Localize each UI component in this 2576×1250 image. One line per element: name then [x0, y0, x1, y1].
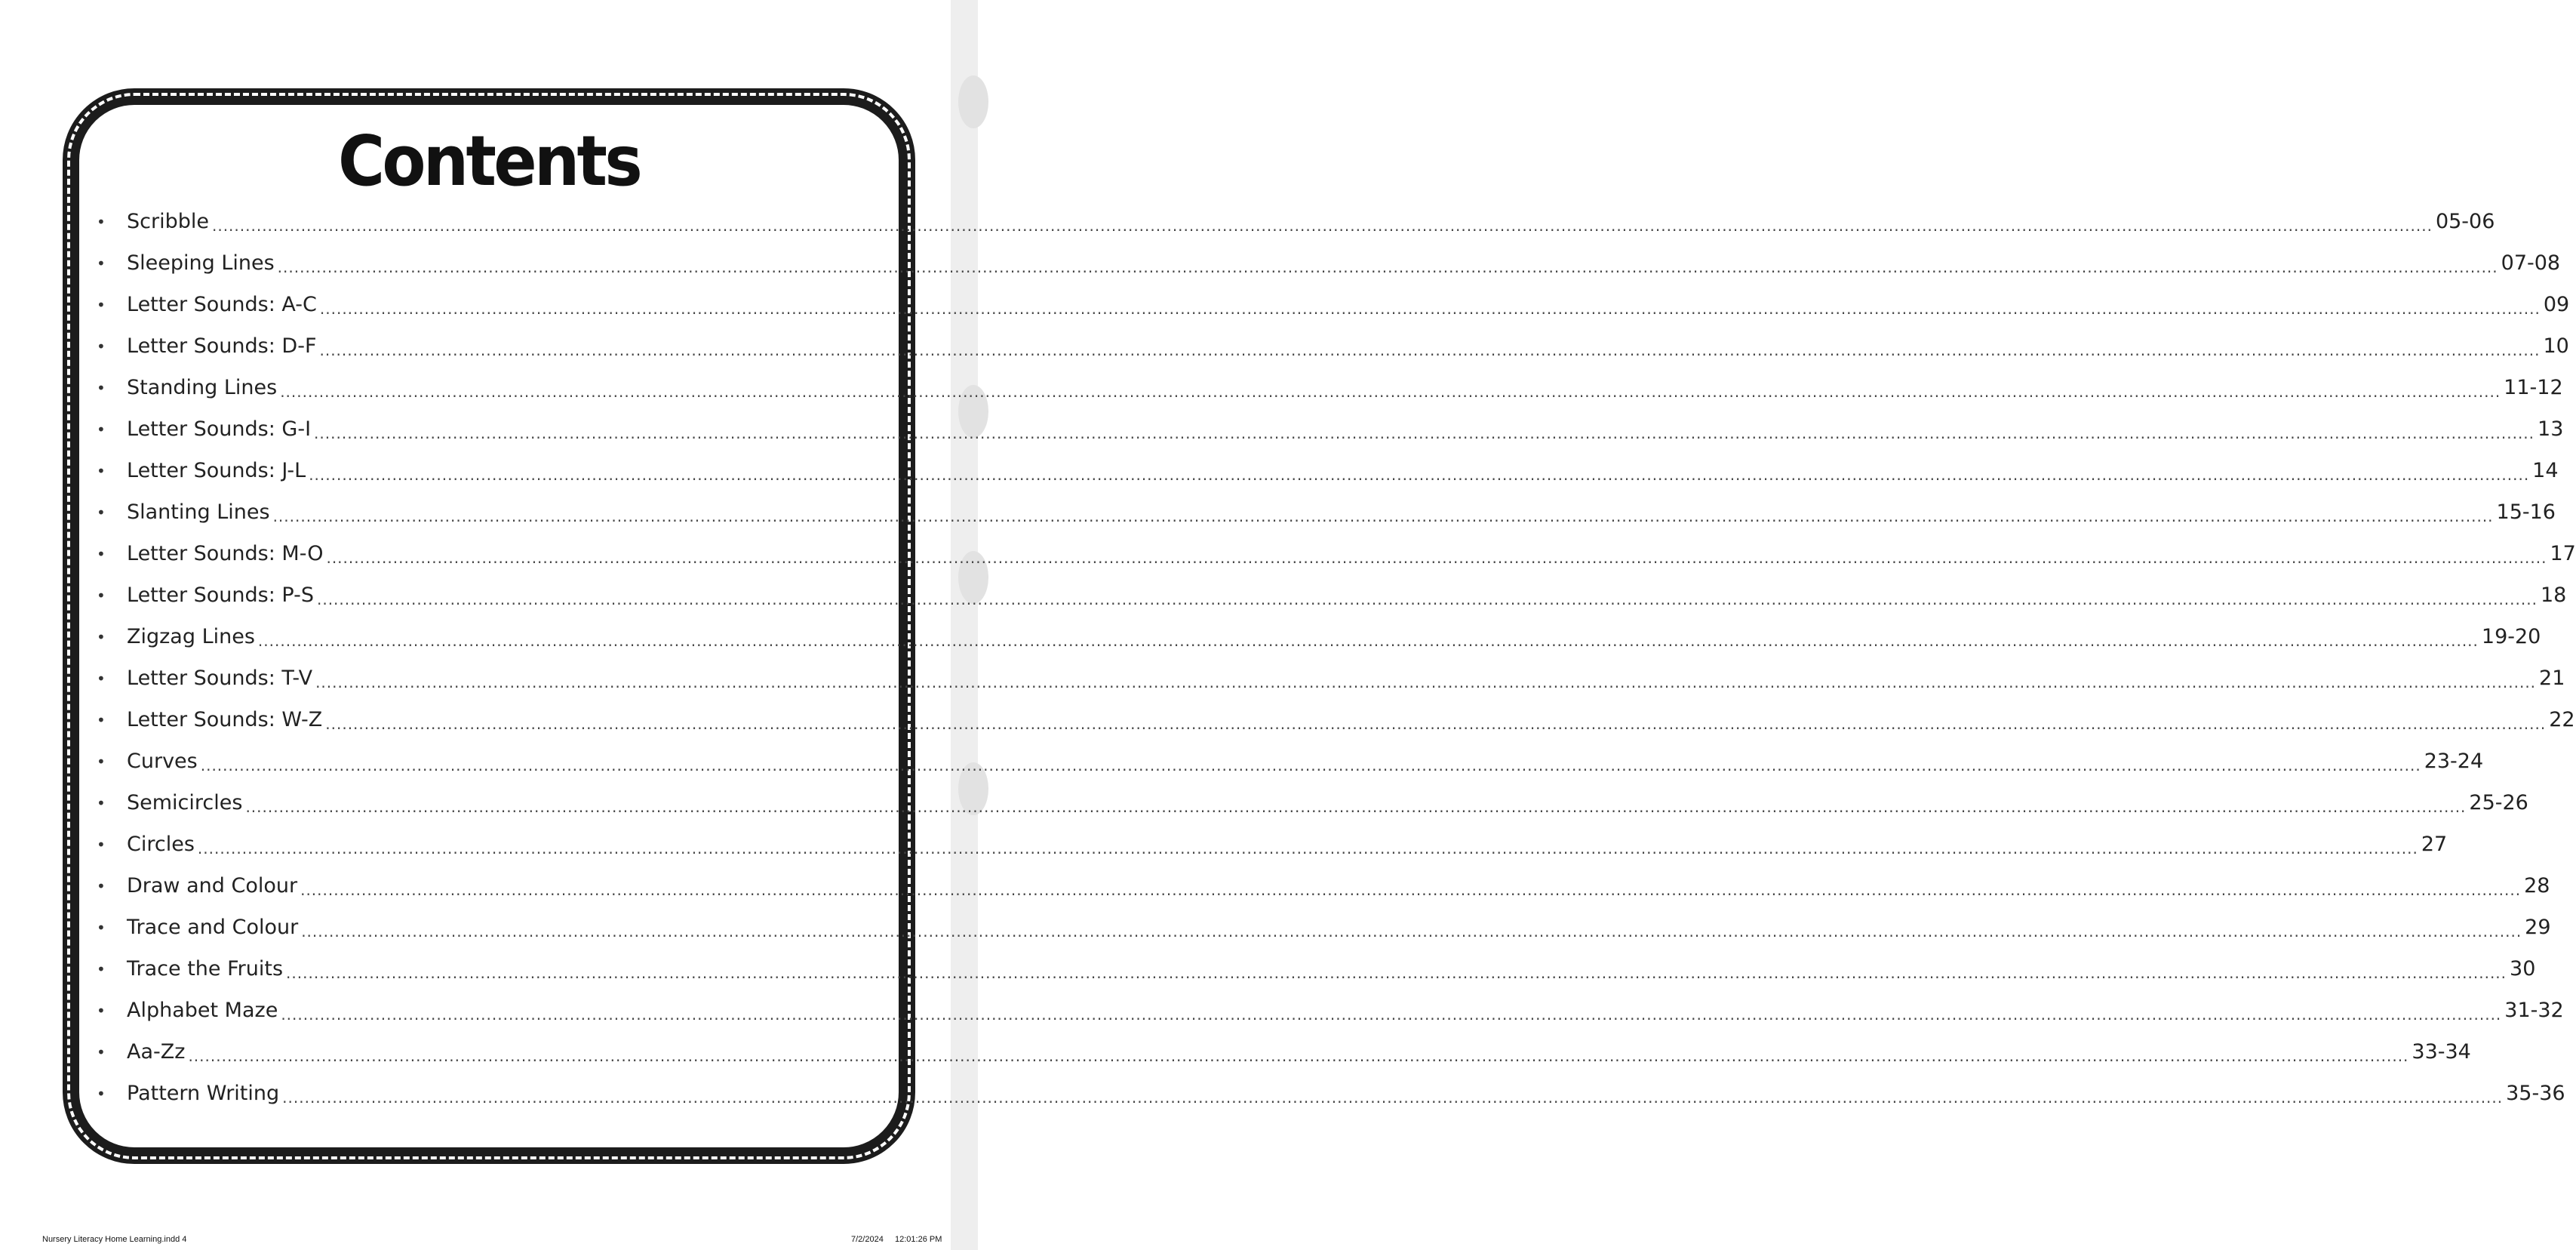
- toc-entry: [97, 824, 2448, 865]
- toc-entry-label: Trace the Fruits: [127, 957, 284, 981]
- footer-date: 7/2/2024: [851, 1235, 884, 1244]
- toc-entry: [97, 616, 2541, 657]
- dot-leader: ................................................................................................................................................................................................................................................................................................................................................................................................................: [272, 506, 2494, 525]
- toc-entry-pages: 23-24: [2424, 750, 2484, 773]
- toc-entry-pages: 17: [2550, 542, 2576, 565]
- bullet-icon: •: [97, 710, 106, 729]
- bullet-icon: •: [97, 586, 106, 605]
- bullet-icon: •: [97, 918, 106, 937]
- toc-entry-pages: 11-12: [2504, 376, 2563, 399]
- toc-entry-label: Letter Sounds: J-L: [127, 459, 306, 482]
- toc-entry: [97, 325, 2569, 367]
- toc-entry-pages: 07-08: [2501, 251, 2561, 275]
- bullet-icon: •: [97, 959, 106, 978]
- dot-leader: ................................................................................................................................................................................................................................................................................................................................................................................................................: [301, 922, 2522, 941]
- bullet-icon: •: [97, 420, 106, 439]
- bullet-icon: •: [97, 295, 106, 314]
- bullet-icon: •: [97, 461, 106, 480]
- toc-entry-pages: 30: [2510, 957, 2536, 981]
- bullet-icon: •: [97, 544, 106, 563]
- toc-entry: [97, 948, 2536, 990]
- toc-entry-label: Sleeping Lines: [127, 251, 275, 275]
- dot-leader: ................................................................................................................................................................................................................................................................................................................................................................................................................: [277, 257, 2498, 276]
- dot-leader: ................................................................................................................................................................................................................................................................................................................................................................................................................: [257, 631, 2479, 650]
- bullet-icon: •: [97, 254, 106, 272]
- toc-entry-label: Trace and Colour: [127, 916, 299, 939]
- toc-entry: [97, 1073, 2565, 1114]
- toc-entry-pages: 35-36: [2506, 1082, 2565, 1105]
- toc-entry-label: Letter Sounds: G-I: [127, 417, 312, 441]
- dot-leader: ................................................................................................................................................................................................................................................................................................................................................................................................................: [282, 1088, 2504, 1107]
- dot-leader: ................................................................................................................................................................................................................................................................................................................................................................................................................: [286, 963, 2507, 982]
- dot-leader: ................................................................................................................................................................................................................................................................................................................................................................................................................: [314, 423, 2535, 442]
- toc-entry-pages: 05-06: [2435, 210, 2495, 233]
- toc-entry-label: Slanting Lines: [127, 500, 270, 524]
- toc-entry-pages: 19-20: [2481, 625, 2541, 648]
- toc-entry: [97, 782, 2528, 824]
- toc-entry-pages: 13: [2538, 417, 2564, 441]
- toc-entry: [97, 533, 2576, 574]
- toc-entry-label: Scribble: [127, 210, 209, 233]
- bullet-icon: •: [97, 503, 106, 522]
- footer-time: 12:01:26 PM: [895, 1235, 942, 1244]
- dot-leader: ................................................................................................................................................................................................................................................................................................................................................................................................................: [197, 839, 2418, 857]
- toc-entry: [97, 1031, 2471, 1073]
- toc-entry: [97, 740, 2484, 782]
- bullet-icon: •: [97, 752, 106, 771]
- toc-entry: [97, 990, 2564, 1031]
- toc-entry-pages: 29: [2525, 916, 2551, 939]
- toc-entry-label: Aa-Zz: [127, 1040, 186, 1064]
- toc-entry-pages: 09: [2543, 293, 2570, 316]
- toc-entry-label: Letter Sounds: M-O: [127, 542, 324, 565]
- toc-entry-pages: 33-34: [2412, 1040, 2471, 1064]
- toc-entry-pages: 14: [2532, 459, 2559, 482]
- toc-entry-pages: 21: [2539, 667, 2565, 690]
- toc-entry-pages: 10: [2543, 334, 2569, 358]
- bullet-icon: •: [97, 793, 106, 812]
- toc-entry: [97, 657, 2565, 699]
- bullet-icon: •: [97, 1001, 106, 1020]
- toc-entry-label: Letter Sounds: A-C: [127, 293, 317, 316]
- bullet-icon: •: [97, 669, 106, 688]
- toc-entry-pages: 25-26: [2469, 791, 2528, 814]
- footer-file-name: Nursery Literacy Home Learning.indd 4: [42, 1235, 187, 1244]
- toc-entry: [97, 284, 2570, 325]
- toc-entry: [97, 242, 2561, 284]
- toc-entry-label: Semicircles: [127, 791, 243, 814]
- toc-entry-label: Letter Sounds: T-V: [127, 667, 313, 690]
- page-title: Contents: [337, 121, 641, 202]
- toc-entry: [97, 574, 2567, 616]
- dot-leader: ................................................................................................................................................................................................................................................................................................................................................................................................................: [315, 673, 2537, 691]
- toc-entry: [97, 699, 2575, 740]
- toc-entry-label: Standing Lines: [127, 376, 278, 399]
- toc-entry-pages: 15-16: [2496, 500, 2556, 524]
- dot-leader: ................................................................................................................................................................................................................................................................................................................................................................................................................: [309, 465, 2530, 484]
- toc-entry-label: Alphabet Maze: [127, 999, 278, 1022]
- toc-entry-label: Letter Sounds: P-S: [127, 583, 314, 607]
- bullet-icon: •: [97, 1042, 106, 1061]
- toc-entry: [97, 408, 2564, 450]
- toc-entry-pages: 31-32: [2504, 999, 2564, 1022]
- bullet-icon: •: [97, 876, 106, 895]
- toc-entry-label: Letter Sounds: W-Z: [127, 708, 323, 731]
- dot-leader: ................................................................................................................................................................................................................................................................................................................................................................................................................: [188, 1046, 2409, 1065]
- bullet-icon: •: [97, 835, 106, 854]
- toc-entry: [97, 491, 2556, 533]
- toc-entry-pages: 18: [2540, 583, 2567, 607]
- toc-entry-pages: 22: [2549, 708, 2575, 731]
- dot-leader: ................................................................................................................................................................................................................................................................................................................................................................................................................: [319, 299, 2541, 318]
- dot-leader: ................................................................................................................................................................................................................................................................................................................................................................................................................: [211, 216, 2433, 235]
- toc-entry: [97, 907, 2551, 948]
- toc-entry: [97, 201, 2495, 242]
- bullet-icon: •: [97, 627, 106, 646]
- toc-entry-label: Letter Sounds: D-F: [127, 334, 317, 358]
- edge-decoration: [958, 75, 988, 128]
- dot-leader: ................................................................................................................................................................................................................................................................................................................................................................................................................: [245, 797, 2467, 816]
- dot-leader: ................................................................................................................................................................................................................................................................................................................................................................................................................: [300, 880, 2522, 899]
- toc-entry-label: Circles: [127, 833, 195, 856]
- bullet-icon: •: [97, 1084, 106, 1103]
- dot-leader: ................................................................................................................................................................................................................................................................................................................................................................................................................: [200, 756, 2421, 774]
- toc-entry-pages: 27: [2421, 833, 2448, 856]
- toc-entry-label: Zigzag Lines: [127, 625, 255, 648]
- bullet-icon: •: [97, 378, 106, 397]
- dot-leader: ................................................................................................................................................................................................................................................................................................................................................................................................................: [319, 340, 2541, 359]
- toc-entry-label: Curves: [127, 750, 198, 773]
- toc-entry: [97, 865, 2550, 907]
- toc-entry-pages: 28: [2524, 874, 2550, 897]
- toc-entry-label: Draw and Colour: [127, 874, 298, 897]
- dot-leader: ................................................................................................................................................................................................................................................................................................................................................................................................................: [281, 1005, 2502, 1024]
- dot-leader: ................................................................................................................................................................................................................................................................................................................................................................................................................: [280, 382, 2501, 401]
- bullet-icon: •: [97, 212, 106, 231]
- toc-entry: [97, 367, 2563, 408]
- toc-entry: [97, 450, 2559, 491]
- toc-entry-label: Pattern Writing: [127, 1082, 280, 1105]
- dot-leader: ................................................................................................................................................................................................................................................................................................................................................................................................................: [316, 590, 2538, 608]
- dot-leader: ................................................................................................................................................................................................................................................................................................................................................................................................................: [326, 548, 2547, 567]
- dot-leader: ................................................................................................................................................................................................................................................................................................................................................................................................................: [325, 714, 2547, 733]
- bullet-icon: •: [97, 337, 106, 356]
- table-of-contents: [97, 201, 2576, 1114]
